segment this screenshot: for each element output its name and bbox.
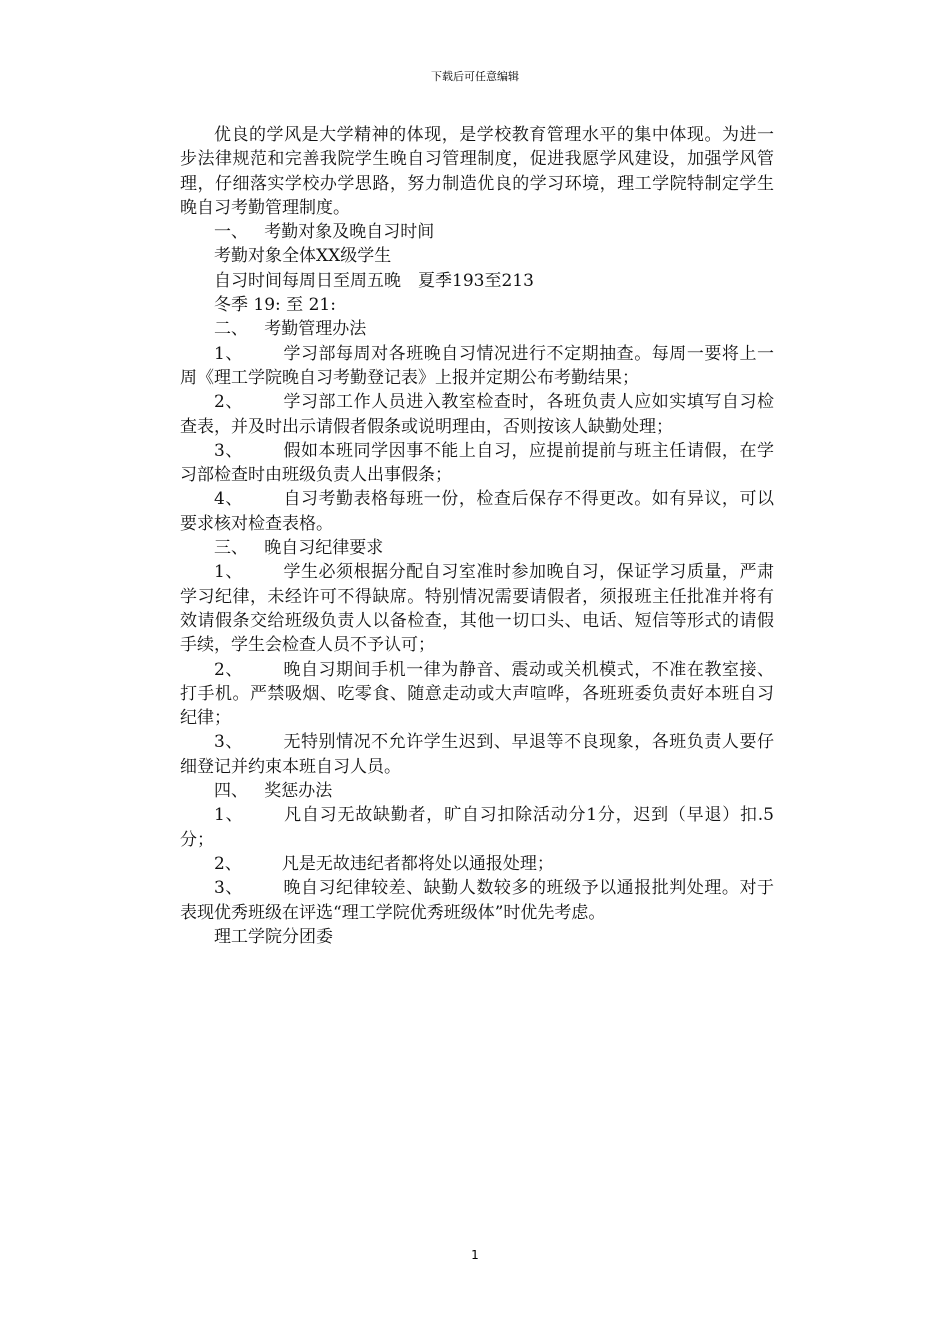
list-item-number: 2、 [214, 659, 243, 680]
list-item-text: 凡自习无故缺勤者，旷自习扣除活动分1分，迟到（早退）扣.5分； [180, 805, 774, 850]
list-item-number: 2、 [214, 392, 243, 413]
section-heading-text: 考勤对象及晚自习时间 [264, 222, 435, 243]
section-line: 考勤对象全体XX级学生 [214, 246, 392, 267]
list-item-text: 假如本班同学因事不能上自习，应提前提前与班主任请假，在学习部检查时由班级负责人出事假条； [180, 440, 774, 486]
list-item-text: 学习部工作人员进入教室检查时，各班负责人应如实填写自习检查表，并及时出示请假者假条或说明理由，否则按该人缺勤处理； [180, 392, 774, 437]
section-heading-text: 考勤管理办法 [264, 319, 367, 340]
list-item-text: 晚自习纪律较差、缺勤人数较多的班级予以通报批判处理。对于表现优秀班级在评选“理工学院优秀班级体”时优先考虑。 [180, 878, 774, 923]
list-item-number: 1、 [214, 805, 244, 826]
list-item [180, 658, 774, 731]
list-item-text: 学习部每周对各班晚自习情况进行不定期抽查。每周一要将上一周《理工学院晚自习考勤登记表》上报并定期公布考勤结果； [180, 343, 774, 388]
section-heading-text: 晚自习纪律要求 [264, 538, 384, 559]
list-item-text: 自习考勤表格每班一份，检查后保存不得更改。如有异议，可以要求核对检查表格。 [180, 489, 774, 534]
section-heading [180, 220, 774, 244]
list-item-number: 3、 [214, 878, 243, 899]
list-item [180, 487, 774, 536]
list-item-text: 凡是无故违纪者都将处以通报处理； [281, 853, 554, 874]
list-item [180, 730, 774, 779]
list-item [180, 390, 774, 439]
section-heading-number: 四、 [214, 781, 248, 802]
list-item [180, 876, 774, 925]
page-number: 1 [471, 1248, 479, 1262]
section-heading-number: 二、 [214, 319, 248, 340]
section-heading-number: 一、 [214, 222, 248, 243]
list-item-number: 2、 [214, 853, 242, 874]
list-item-number: 4、 [214, 489, 243, 510]
section-heading [180, 779, 774, 803]
list-item-number: 3、 [214, 732, 243, 753]
page-header: 下载后可任意编辑 [431, 70, 519, 83]
document-body [180, 123, 774, 949]
list-item [180, 560, 774, 657]
list-item [180, 439, 774, 488]
list-item [180, 803, 774, 852]
list-item-number: 3、 [214, 440, 243, 461]
section-line: 冬季 19: 至 21: [214, 295, 336, 316]
intro-paragraph: 优良的学风是大学精神的体现，是学校教育管理水平的集中体现。为进一步法律规范和完善我院学生晚自习管理制度，促进我愿学风建设，加强学风管理，仔细落实学校办学思路，努力制造优良的学习环境，理工学院特制定学生晚自习考勤管理制度。 [180, 125, 774, 218]
list-item-text: 无特别情况不允许学生迟到、早退等不良现象，各班负责人要仔细登记并约束本班自习人员。 [180, 732, 774, 777]
signature: 理工学院分团委 [214, 926, 333, 947]
list-item-number: 1、 [214, 562, 243, 583]
section-heading [180, 317, 774, 341]
section-heading-number: 三、 [214, 538, 248, 559]
list-item [180, 342, 774, 391]
section-heading [180, 536, 774, 560]
list-item-number: 1、 [214, 343, 243, 364]
list-item-text: 晚自习期间手机一律为静音、震动或关机模式，不准在教室接、打手机。严禁吸烟、吃零食、随意走动或大声喧哗，各班班委负责好本班自习纪律； [180, 659, 774, 729]
list-item-text: 学生必须根据分配自习室准时参加晚自习，保证学习质量，严肃学习纪律，未经许可不得缺席。特别情况需要请假者，须报班主任批准并将有效请假条交给班级负责人以备检查，其他一切口头、电话、短信等形式的请假手续，学生会检查人员不予认可； [180, 562, 774, 656]
section-heading-text: 奖惩办法 [264, 781, 333, 802]
section-line: 自习时间每周日至周五晚 夏季193至213 [214, 270, 534, 291]
list-item [180, 852, 774, 876]
